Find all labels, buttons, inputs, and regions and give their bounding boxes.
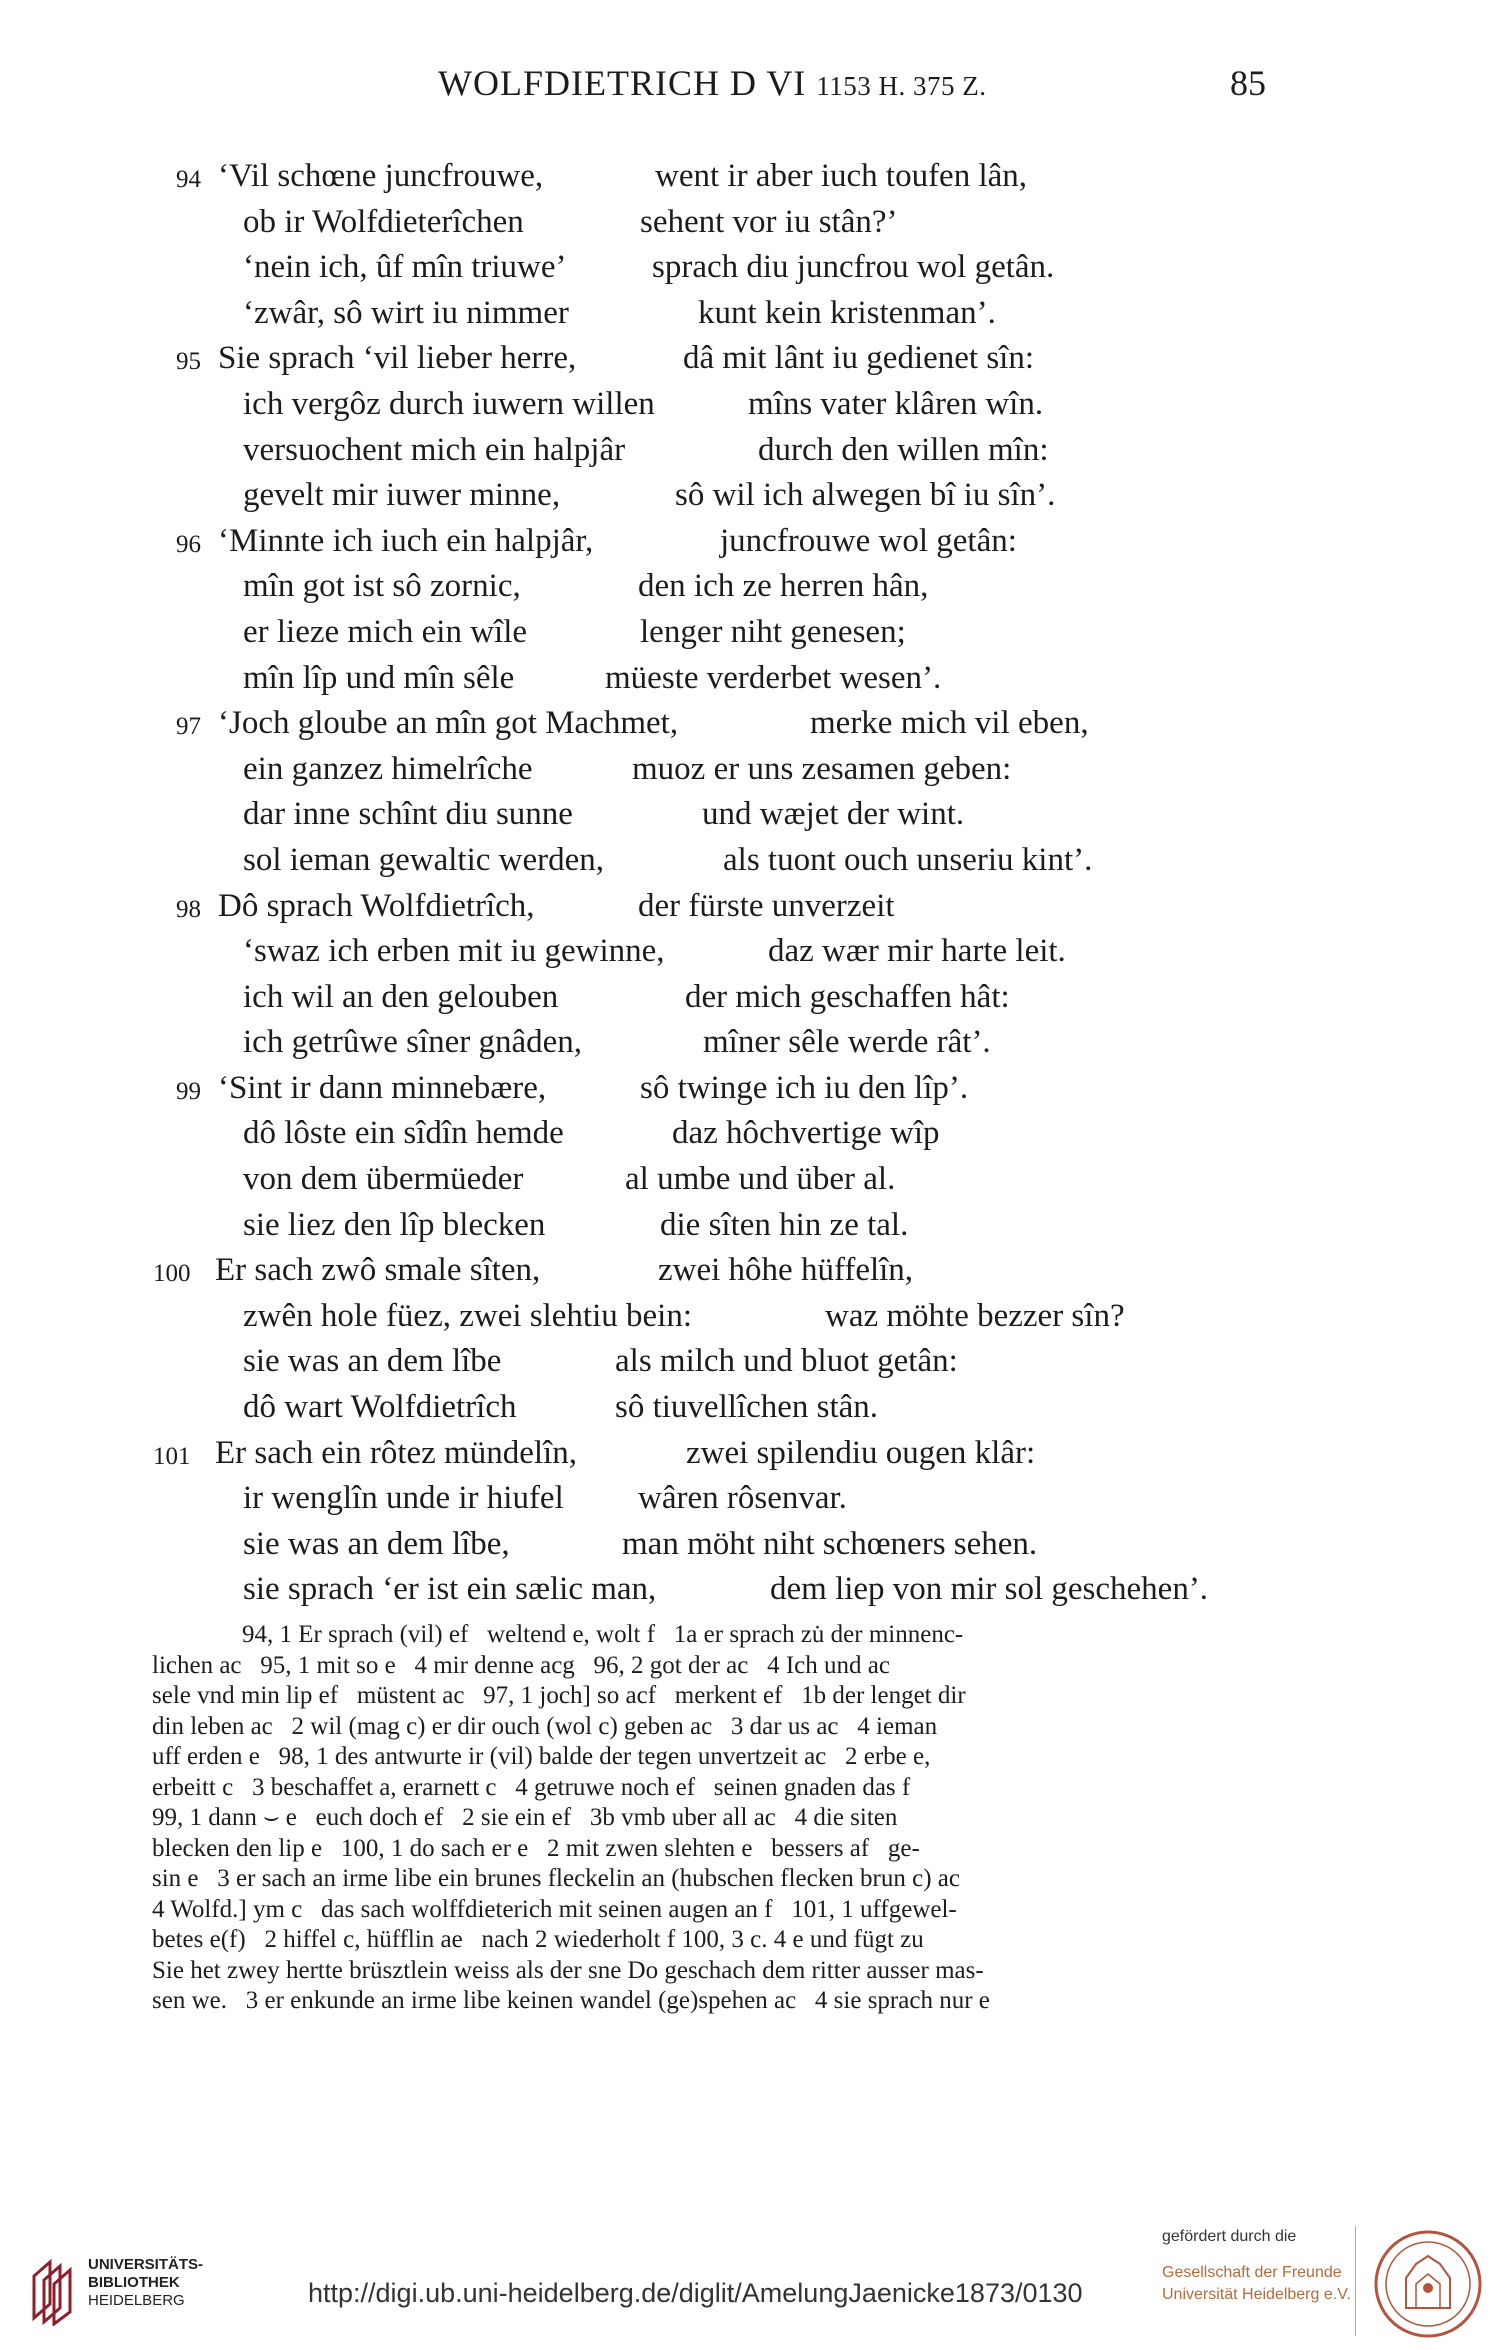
stanza-number: 98 [176, 895, 201, 923]
verse-half-b: juncfrouwe wol getân: [720, 522, 1017, 559]
verse-half-a: versuochent mich ein halpjâr [243, 431, 626, 468]
verse-half-b: und wæjet der wint. [702, 796, 965, 833]
verse-half-b: kunt kein kristenman’. [698, 294, 996, 331]
apparatus-line: sen we. 3 er enkunde an irme libe keinen wandel (ge)spehen ac 4 sie sprach nur e [152, 1987, 990, 2014]
apparatus-line: 4 Wolfd.] ym c das sach wolffdieterich mit seinen augen an f 101, 1 uffgewel- [152, 1895, 957, 1923]
verse-half-a: ‘Vil schœne juncfrouwe, [218, 158, 544, 194]
verse-half-b: sprach diu juncfrou wol getân. [652, 249, 1055, 286]
running-title-text: WOLFDIETRICH D VI [438, 63, 807, 103]
university-seal-icon [1372, 2228, 1484, 2340]
verse-half-a: ‘Minnte ich iuch ein halpjâr, [218, 522, 594, 559]
verse-half-b: al umbe und über al. [625, 1161, 896, 1198]
permalink-url[interactable]: http://digi.ub.uni-heidelberg.de/diglit/AmelungJaenicke1873/0130 [308, 2278, 1083, 2308]
verse-half-a: Dô sprach Wolfdietrîch, [218, 887, 535, 924]
verse-half-b: als milch und bluot getân: [615, 1343, 958, 1380]
verse-half-b: sô tiuvellîchen stân. [615, 1389, 879, 1426]
verse-half-a: dar inne schînt diu sunne [243, 796, 573, 833]
verse-line [0, 477, 1493, 523]
sponsor-name-line: Gesellschaft der Freunde [1162, 2264, 1342, 2281]
verse-half-b: den ich ze herren hân, [638, 568, 929, 605]
footer-divider [1355, 2226, 1356, 2336]
verse-line [0, 796, 1493, 842]
library-logo-icon [28, 2248, 84, 2326]
verse-line [0, 1526, 1493, 1572]
verse-line [0, 614, 1493, 660]
verse-line [0, 158, 1493, 204]
running-header [0, 62, 1493, 112]
verse-line [0, 523, 1493, 569]
apparatus-line: sele vnd min lip ef müstent ac 97, 1 joch] so acf merkent ef 1b der lenget dir [152, 1682, 966, 1709]
verse-half-a: sol ieman gewaltic werden, [243, 841, 605, 878]
verse-text [0, 158, 1493, 1617]
sponsor-label: gefördert durch die [1162, 2228, 1297, 2245]
verse-line [0, 660, 1493, 706]
apparatus-line: sin e 3 er sach an irme libe ein brunes fleckelin an (hubschen flecken brun c) ac [152, 1865, 960, 1892]
verse-half-a: Sie sprach ‘vil lieber herre, [218, 340, 577, 377]
verse-half-a: ob ir Wolfdieterîchen [243, 203, 524, 240]
verse-half-a: sie was an dem lîbe [243, 1343, 502, 1380]
page-number: 85 [1230, 63, 1266, 103]
stanza-number: 100 [153, 1260, 191, 1288]
verse-half-b: durch den willen mîn: [758, 431, 1049, 468]
verse-half-b: mîner sêle werde rât’. [703, 1024, 991, 1061]
verse-half-a: Er sach zwô smale sîten, [215, 1252, 541, 1289]
running-title [438, 62, 987, 104]
verse-half-a: ‘Joch gloube an mîn got Machmet, [218, 705, 679, 742]
verse-half-a: ‘Sint ir dann minnebære, [218, 1069, 547, 1106]
verse-line [0, 1115, 1493, 1161]
verse-half-b: wâren rôsenvar. [638, 1480, 847, 1517]
verse-half-a: dô lôste ein sîdîn hemde [243, 1115, 564, 1152]
verse-half-b: sô wil ich alwegen bî iu sîn’. [675, 477, 1056, 514]
verse-half-a: mîn got ist sô zornic, [243, 568, 521, 605]
library-name-line: BIBLIOTHEK [88, 2274, 180, 2291]
stanza-number: 97 [176, 713, 201, 741]
verse-half-a: ir wenglîn unde ir hiufel [243, 1480, 564, 1517]
verse-half-b: muoz er uns zesamen geben: [632, 750, 1012, 787]
verse-line [0, 1161, 1493, 1207]
verse-half-a: sie was an dem lîbe, [243, 1525, 510, 1562]
verse-line [0, 1389, 1493, 1435]
verse-line [0, 386, 1493, 432]
stanza-number: 101 [153, 1442, 191, 1470]
verse-half-b: sehent vor iu stân?’ [640, 203, 898, 240]
verse-half-a: ich getrûwe sîner gnâden, [243, 1024, 583, 1061]
library-name [88, 2256, 203, 2310]
verse-half-a: er lieze mich ein wîle [243, 613, 528, 650]
verse-half-a: von dem übermüeder [243, 1161, 524, 1198]
verse-half-a: dô wart Wolfdietrîch [243, 1389, 517, 1426]
apparatus-line: betes e(f) 2 hiffel c, hüfflin ae nach 2 wiederholt f 100, 3 c. 4 e und fügt zu [152, 1926, 924, 1953]
verse-half-a: ich wil an den gelouben [243, 978, 559, 1015]
verse-half-b: zwei hôhe hüffelîn, [658, 1252, 914, 1289]
verse-half-a: ich vergôz durch iuwern willen [243, 385, 655, 422]
verse-half-b: daz wær mir harte leit. [768, 933, 1066, 970]
verse-line [0, 1024, 1493, 1070]
verse-half-b: als tuont ouch unseriu kint’. [723, 841, 1093, 878]
running-title-ref: 1153 H. 375 Z. [816, 71, 987, 101]
verse-line [0, 1343, 1493, 1389]
library-name-line: UNIVERSITÄTS- [88, 2256, 204, 2273]
apparatus-line: 94, 1 Er sprach (vil) ef weltend e, wolt f 1a er sprach zu̇ der minnenc- [242, 1621, 964, 1648]
verse-line [0, 933, 1493, 979]
stanza-number: 95 [176, 348, 201, 376]
verse-line [0, 1480, 1493, 1526]
footer [0, 2220, 1493, 2350]
apparatus-line: din leben ac 2 wil (mag c) er dir ouch (wol c) geben ac 3 dar us ac 4 ieman [152, 1712, 938, 1740]
verse-line [0, 1207, 1493, 1253]
apparatus-line: 99, 1 dann ⌣ e euch doch ef 2 sie ein ef 3b vmb uber all ac 4 die siten [152, 1804, 898, 1831]
stanza-number: 99 [176, 1077, 201, 1105]
verse-half-b: die sîten hin ze tal. [660, 1206, 909, 1243]
verse-half-a: ein ganzez himelrîche [243, 750, 533, 787]
verse-line [0, 249, 1493, 295]
verse-line [0, 568, 1493, 614]
apparatus-line: erbeitt c 3 beschaffet a, erarnett c 4 getruwe noch ef seinen gnaden das f [152, 1773, 911, 1801]
verse-line [0, 1435, 1493, 1481]
verse-half-a: sie sprach ‘er ist ein sælic man, [243, 1571, 657, 1608]
verse-half-a: ‘zwâr, sô wirt iu nimmer [243, 294, 569, 331]
verse-line [0, 432, 1493, 478]
verse-half-b: went ir aber iuch toufen lân, [655, 158, 1028, 194]
verse-half-b: mîns vater klâren wîn. [748, 385, 1044, 422]
verse-half-b: waz möhte bezzer sîn? [825, 1297, 1125, 1334]
apparatus-line: lichen ac 95, 1 mit so e 4 mir denne acg 96, 2 got der ac 4 Ich und ac [152, 1651, 890, 1679]
library-name-line: HEIDELBERG [88, 2292, 185, 2309]
stanza-number: 94 [176, 166, 201, 193]
sponsor-name-line: Universität Heidelberg e.V. [1162, 2286, 1351, 2303]
critical-apparatus [152, 1620, 1257, 2017]
verse-half-b: der mich geschaffen hât: [685, 978, 1010, 1015]
verse-half-b: müeste verderbet wesen’. [605, 659, 942, 696]
verse-line [0, 888, 1493, 934]
apparatus-line: blecken den lip e 100, 1 do sach er e 2 mit zwen slehten e bessers af ge- [152, 1834, 920, 1862]
verse-line [0, 705, 1493, 751]
verse-line [0, 979, 1493, 1025]
verse-line [0, 1298, 1493, 1344]
verse-half-b: daz hôchvertige wîp [672, 1115, 940, 1152]
verse-line [0, 340, 1493, 386]
verse-line [0, 751, 1493, 797]
verse-half-a: gevelt mir iuwer minne, [243, 477, 561, 514]
verse-line [0, 204, 1493, 250]
verse-half-b: zwei spilendiu ougen klâr: [686, 1434, 1036, 1471]
verse-line [0, 295, 1493, 341]
verse-half-b: dâ mit lânt iu gedienet sîn: [683, 340, 1035, 377]
apparatus-line: Sie het zwey hertte brüsztlein weiss als der sne Do geschach dem ritter ausser mas- [152, 1956, 984, 1984]
verse-half-b: merke mich vil eben, [810, 705, 1089, 742]
verse-half-b: lenger niht genesen; [640, 613, 906, 650]
verse-half-b: dem liep von mir sol geschehen’. [770, 1571, 1209, 1608]
verse-line [0, 1252, 1493, 1298]
verse-half-a: mîn lîp und mîn sêle [243, 659, 515, 696]
sponsor-name [1162, 2262, 1351, 2306]
verse-half-a: ‘nein ich, ûf mîn triuwe’ [243, 249, 567, 286]
verse-half-b: der fürste unverzeit [638, 887, 895, 924]
verse-line [0, 1571, 1493, 1617]
apparatus-line: uff erden e 98, 1 des antwurte ir (vil) balde der tegen unvertzeit ac 2 erbe e, [152, 1743, 931, 1770]
verse-half-a: ‘swaz ich erben mit iu gewinne, [243, 933, 665, 970]
verse-half-a: zwên hole füez, zwei slehtiu bein: [243, 1297, 692, 1334]
stanza-number: 96 [176, 530, 201, 558]
verse-half-a: sie liez den lîp blecken [243, 1206, 546, 1243]
verse-half-b: sô twinge ich iu den lîp’. [640, 1069, 969, 1106]
verse-line [0, 1070, 1493, 1116]
verse-half-b: man möht niht schœners sehen. [622, 1525, 1038, 1562]
verse-half-a: Er sach ein rôtez mündelîn, [215, 1434, 577, 1471]
verse-line [0, 842, 1493, 888]
